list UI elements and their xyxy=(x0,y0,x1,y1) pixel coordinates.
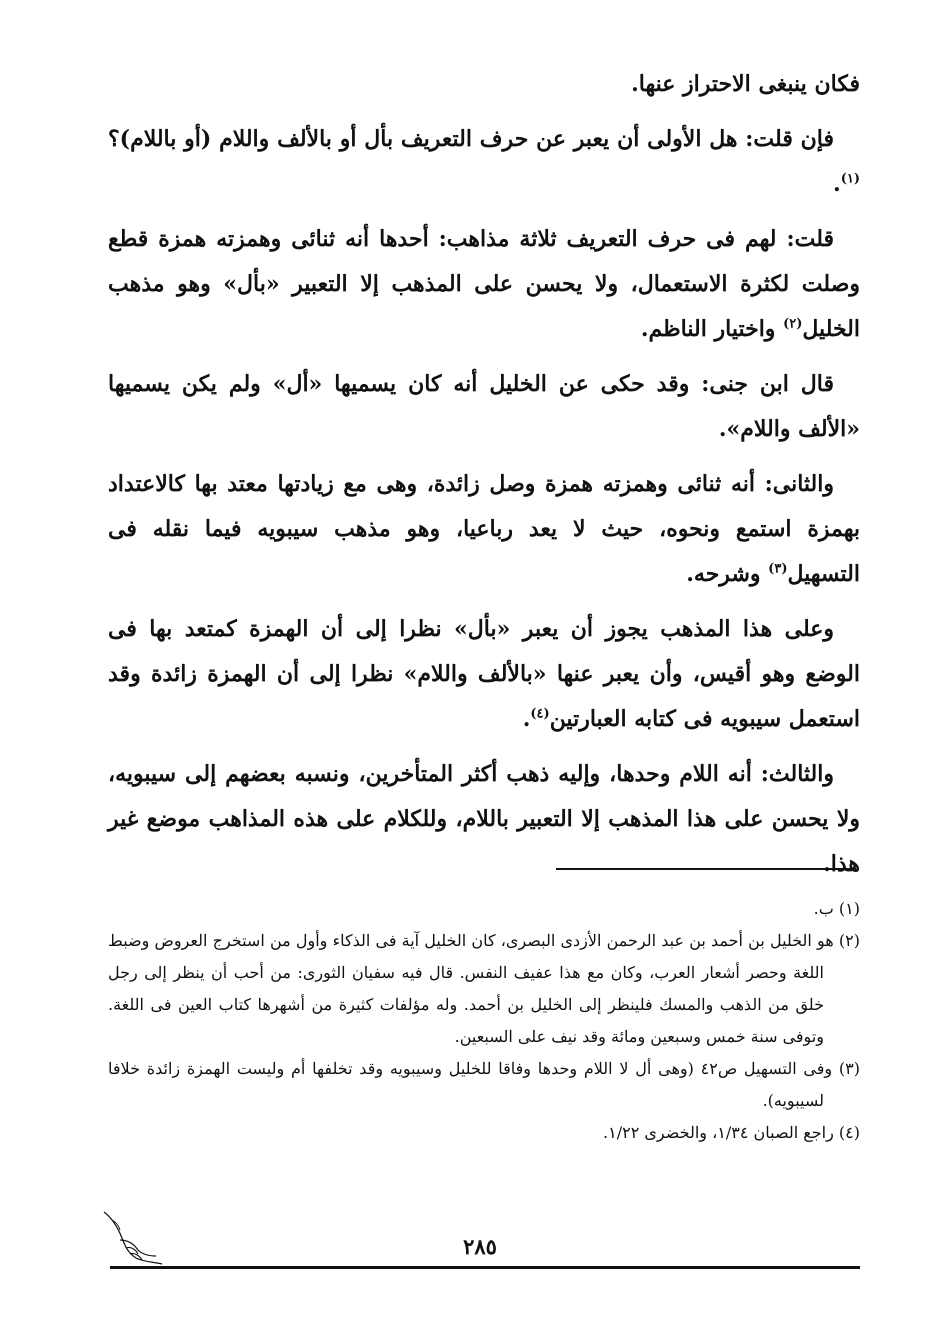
main-text xyxy=(108,62,860,897)
paragraph-7 xyxy=(108,752,860,887)
bottom-rule xyxy=(110,1266,860,1269)
footnote-4: (٤) راجع الصبان ١/٣٤، والخضرى ١/٢٢. xyxy=(603,1123,860,1142)
hand-ornament-icon xyxy=(98,1206,170,1268)
paragraph-3-text: قلت: لهم فى حرف التعريف ثلاثة مذاهب: أحدها أنه ثنائى وهمزته همزة قطع وصلت لكثرة الاستعمال، ولا يحسن على المذهب إلا التعبير «بأل» وهو مذهب الخليل xyxy=(108,226,860,342)
paragraph-3-end: واختيار الناظم. xyxy=(640,316,784,342)
paragraph-3 xyxy=(108,217,860,352)
paragraph-4 xyxy=(108,362,860,452)
footnote-ref-2: (٢) xyxy=(783,316,803,332)
paragraph-5-end: وشرحه. xyxy=(686,561,769,587)
footnote-2: (٢) هو الخليل بن أحمد بن عبد الرحمن الأزدى البصرى، كان الخليل آية فى الذكاء وأول من استخرج العروض وضبط اللغة وحصر أشعار العرب، وكان مع هذا عفيف النفس. قال فيه سفيان الثورى: من أحب أن ينظر إلى رجل خلق من الذهب والمسك فلينظر إلى الخليل بن أحمد. وله مؤلفات كثيرة من أشهرها كتاب العين فى اللغة. وتوفى سنة خمس وسبعين ومائة وقد نيف على السبعين. xyxy=(108,931,860,1046)
footnote-divider xyxy=(556,868,856,870)
footnote-ref-3: (٣) xyxy=(768,561,788,577)
footnote-1: (١) ب. xyxy=(813,899,860,918)
paragraph-6 xyxy=(108,607,860,742)
footnote-3: (٣) وفى التسهيل ص٤٢ (وهى أل لا اللام وحدها وفاقا للخليل وسيبويه وقد تخلفها أم وليست الهمزة زائدة خلافا لسيبويه). xyxy=(108,1059,860,1110)
paragraph-4-text: قال ابن جنى: وقد حكى عن الخليل أنه كان يسميها «أل» ولم يكن يسميها «الألف واللام». xyxy=(108,371,860,442)
paragraph-6-end: . xyxy=(522,706,531,732)
footnote-ref-1: (١) xyxy=(840,171,860,187)
paragraph-6-text: وعلى هذا المذهب يجوز أن يعبر «بأل» نظرا إلى أن الهمزة كمتعد بها فى الوضع وهو أقيس، وأن يعبر عنها «بالألف واللام» نظرا إلى أن الهمزة زائدة وقد استعمل سيبويه فى كتابه العبارتين xyxy=(108,616,860,732)
paragraph-1 xyxy=(108,62,860,107)
paragraph-2-end: . xyxy=(833,171,841,197)
page-number: ٢٨٥ xyxy=(463,1234,497,1259)
paragraph-1-text: فكان ينبغى الاحتراز عنها. xyxy=(631,71,860,97)
paragraph-2 xyxy=(108,117,860,207)
footnote-ref-4: (٤) xyxy=(530,706,550,722)
paragraph-5 xyxy=(108,462,860,597)
paragraph-7-text: والثالث: أنه اللام وحدها، وإليه ذهب أكثر المتأخرين، ونسبه بعضهم إلى سيبويه، ولا يحسن على هذا المذهب إلا التعبير باللام، وللكلام على هذه المذاهب موضع غير هذا. xyxy=(108,761,860,877)
paragraph-2-text: فإن قلت: هل الأولى أن يعبر عن حرف التعريف بأل أو بالألف واللام (أو باللام)؟ xyxy=(108,126,834,152)
footnotes xyxy=(108,893,860,1149)
paragraph-5-text: والثانى: أنه ثنائى وهمزته همزة وصل زائدة، وهى مع زيادتها معتد بها كالاعتداد بهمزة استمع ونحوه، حيث لا يعد رباعيا، وهو مذهب سيبويه فيما نقله فى التسهيل xyxy=(108,471,860,587)
